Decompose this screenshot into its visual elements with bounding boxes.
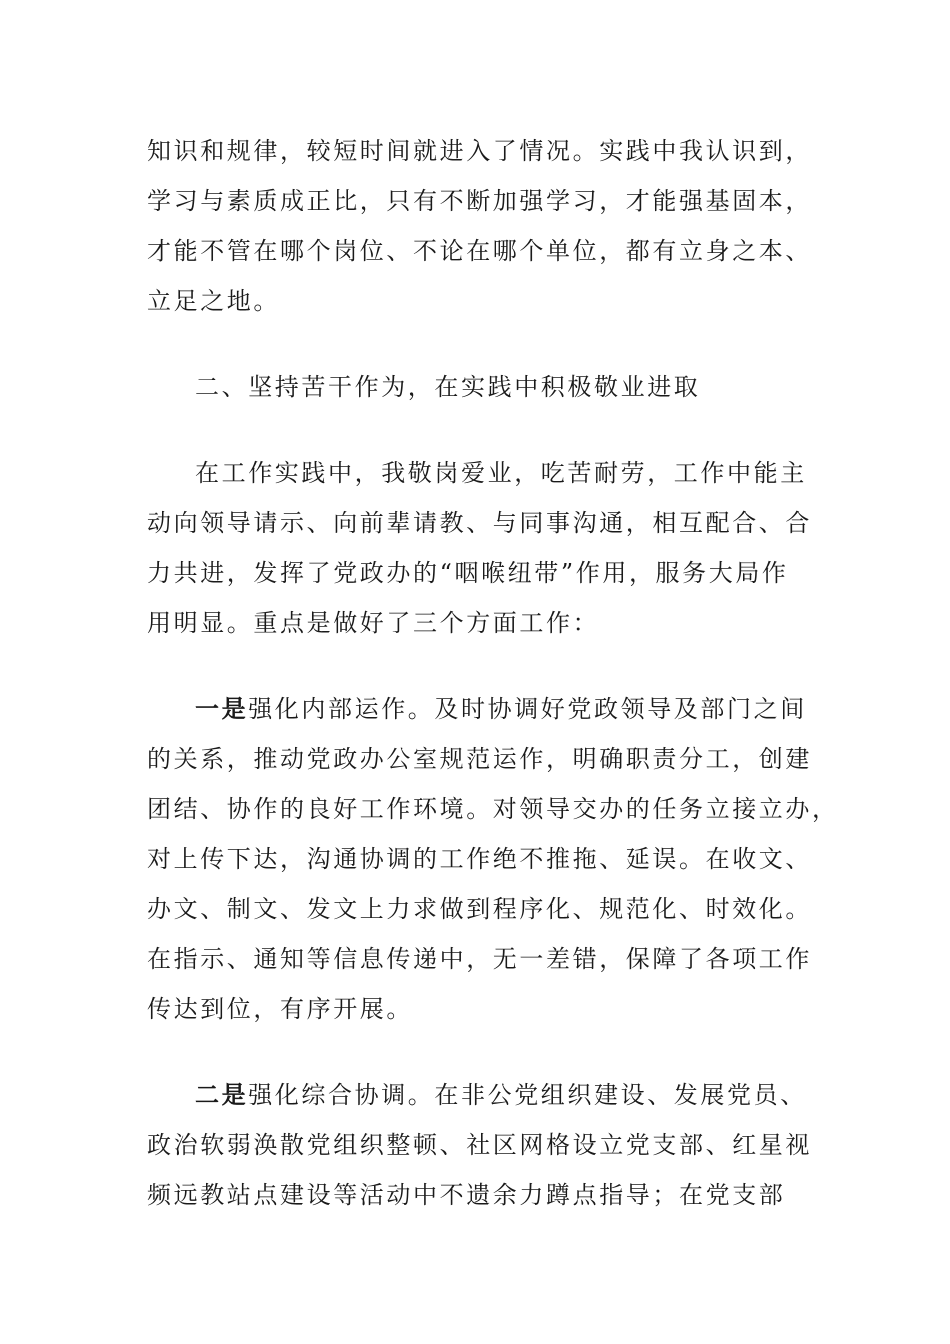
paragraph-1-line-1: 知识和规律，较短时间就进入了情况。实践中我认识到， — [147, 137, 812, 165]
paragraph-4-lead: 二是 — [195, 1080, 249, 1109]
paragraph-2-line-4: 用明显。重点是做好了三个方面工作： — [147, 609, 600, 637]
section-heading: 二、坚持苦干作为，在实践中积极敬业进取 — [195, 373, 701, 401]
paragraph-2-line-2: 动向领导请示、向前辈请教、与同事沟通，相互配合、合 — [147, 509, 812, 537]
paragraph-3-line-2: 的关系，推动党政办公室规范运作，明确职责分工，创建 — [147, 745, 812, 773]
paragraph-1-line-4: 立足之地。 — [147, 287, 280, 315]
paragraph-4-line-3: 频远教站点建设等活动中不遗余力蹲点指导；在党支部 — [147, 1181, 786, 1209]
paragraph-4-line-1 — [195, 1080, 807, 1110]
paragraph-3-lead: 一是 — [195, 694, 249, 723]
paragraph-2-line-3: 力共进，发挥了党政办的“咽喉纽带”作用，服务大局作 — [147, 559, 789, 587]
paragraph-3-line-5: 办文、制文、发文上力求做到程序化、规范化、时效化。 — [147, 895, 812, 923]
paragraph-3-line-4: 对上传下达，沟通协调的工作绝不推拖、延误。在收文、 — [147, 845, 812, 873]
paragraph-3-line-7: 传达到位，有序开展。 — [147, 995, 413, 1023]
paragraph-4-line-2: 政治软弱涣散党组织整顿、社区网格设立党支部、红星视 — [147, 1131, 812, 1159]
paragraph-3-line-1 — [195, 694, 807, 724]
paragraph-3-line-1-text: 强化内部运作。及时协调好党政领导及部门之间 — [248, 695, 807, 723]
paragraph-3-line-3: 团结、协作的良好工作环境。对领导交办的任务立接立办， — [147, 795, 839, 823]
paragraph-3-line-6: 在指示、通知等信息传递中，无一差错，保障了各项工作 — [147, 945, 812, 973]
paragraph-1-line-2: 学习与素质成正比，只有不断加强学习，才能强基固本， — [147, 187, 812, 215]
paragraph-1-line-3: 才能不管在哪个岗位、不论在哪个单位，都有立身之本、 — [147, 237, 812, 265]
paragraph-2-line-1: 在工作实践中，我敬岗爱业，吃苦耐劳，工作中能主 — [195, 459, 807, 487]
paragraph-4-line-1-text: 强化综合协调。在非公党组织建设、发展党员、 — [248, 1081, 807, 1109]
